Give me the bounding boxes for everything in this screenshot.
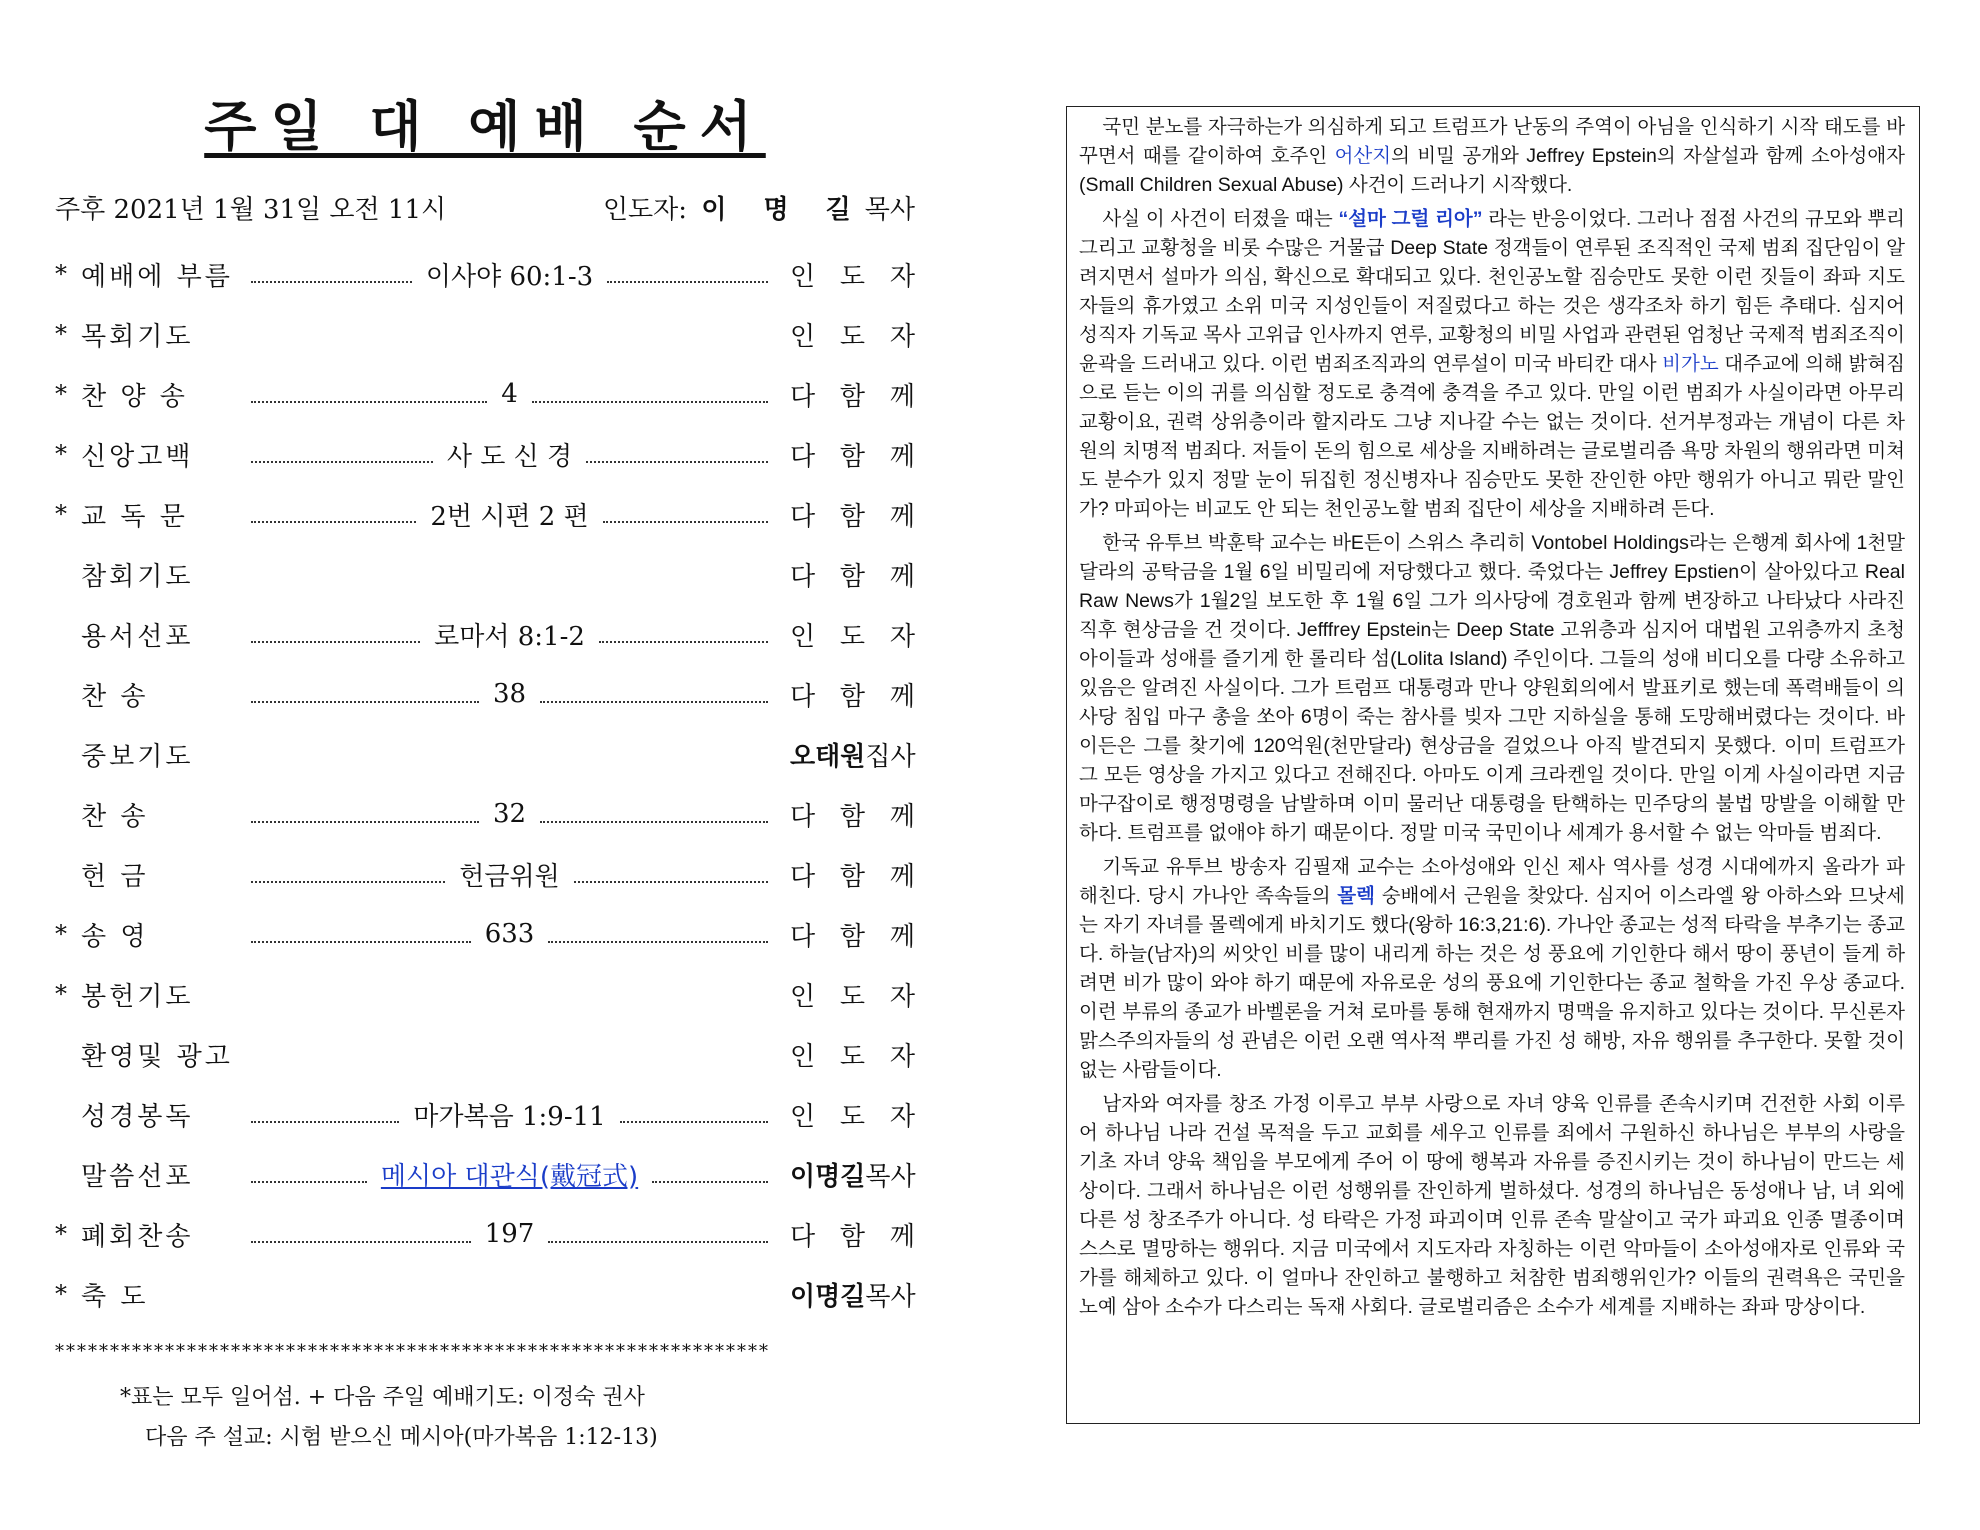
dot-leader [599,641,768,643]
standing-mark: * [55,1220,67,1248]
order-who: 다 함 께 [790,801,915,832]
order-row [55,1144,915,1204]
service-meta [55,190,915,230]
order-who: 다 함 께 [790,681,915,712]
order-leader-dots [231,1219,790,1249]
order-leader-dots [231,856,790,893]
order-content: 633 [484,919,535,949]
order-who: 인 도 자 [790,1101,915,1132]
service-date: 주후 2021년 1월 31일 오전 11시 [55,195,447,225]
leader-name: 이 명 길 [701,195,865,225]
dot-leader [532,401,768,403]
order-row [55,304,915,364]
order-label: 송 영 [81,921,149,952]
order-label: 말씀선포 [81,1161,194,1192]
standing-mark: * [55,320,67,348]
standing-mark: * [55,980,67,1008]
order-content: 4 [501,379,518,409]
order-who [790,1276,915,1313]
dot-leader [251,821,479,823]
dot-leader [586,461,768,463]
order-content: 헌금위원 [459,861,560,892]
order-who: 인 도 자 [790,1041,915,1072]
order-row [55,964,915,1024]
order-list [55,244,915,1324]
dot-leader [251,281,412,283]
dot-leader [540,701,768,703]
order-label: 봉헌기도 [81,981,194,1012]
dot-leader [251,1181,367,1183]
dot-leader [574,881,768,883]
order-label: 찬 송 [81,681,149,712]
order-leader-dots [231,799,790,829]
order-row [55,904,915,964]
order-row [55,1264,915,1324]
dot-leader [540,821,768,823]
note-standing: *표는 모두 일어섬. + 다음 주일 예배기도: 이정숙 권사 [120,1385,645,1410]
dot-leader [620,1121,768,1123]
order-leader-dots [231,1096,790,1133]
order-label: 찬 송 [81,801,149,832]
order-content: 32 [492,799,527,829]
dot-leader [607,281,768,283]
order-who: 인 도 자 [790,261,915,292]
standing-mark: * [55,920,67,948]
dot-leader [548,1241,768,1243]
order-label: 찬 양 송 [81,381,188,412]
highlight-text: 몰렉 [1337,885,1375,907]
order-content: 38 [492,679,527,709]
order-content: 로마서 8:1-2 [434,621,585,652]
dot-leader [251,1241,471,1243]
order-row [55,1024,915,1084]
article-paragraph: 국민 분노를 자극하는가 의심하게 되고 트럼프가 난동의 주역이 아님을 인식하기 시작 태도를 바꾸면서 때를 같이하여 호주인 어산지의 비밀 공개와 Jeffrey Epstein의 자살설과 함께 소아성애자(Small Children Sexual Abuse) 사건이 드러나기 시작했다. [1079,116,1905,196]
dot-leader [251,1121,399,1123]
order-label: 성경봉독 [81,1101,194,1132]
order-leader-dots [231,993,790,995]
note-next-sermon: 다음 주 설교: 시험 받으신 메시아(마가복음 1:12-13) [145,1425,658,1450]
leader-suffix: 목사 [864,195,915,225]
order-leader-dots [231,496,790,533]
order-leader-dots [231,1156,790,1193]
article-paragraph: 사실 이 사건이 터졌을 때는 “설마 그럴 리아” 라는 반응이었다. 그러나 점점 사건의 규모와 뿌리 그리고 교황청을 비롯 수많은 거물급 Deep State 정객들이 연루된 조직적인 국제 범죄 집단임이 알려지면서 설마가 의심, 확신으로 확대되고 있다. 천인공노할 짐승만도 못한 이런 짓들이 좌파 지도자들의 휴가였고 소위 미국 지성인들이 저질렀다고 하는 것은 생각조차 하기 힘든 추태다. 심지어 성직자 기독교 목사 고위급 인사까지 연루, 교황청의 비밀 사업과 관련된 엄청난 국제적 범죄조직이 윤곽을 드러내고 있다. 이런 범죄조직과의 연루설이 미국 바티칸 대사 비가노 대주교에 의해 밝혀짐으로 듣는 이의 귀를 의심할 정도로 충격에 충격을 주고 있다. 만일 이런 범죄가 사실이라면 아무리 교황이요, 권력 상위층이라 할지라도 그냥 지나갈 수는 없는 것이다. 선거부정과는 개념이 다른 차원의 치명적 범죄다. 저들이 돈의 힘으로 세상을 지배하려는 글로벌리즘 욕망 차원의 행위라면 미쳐도 분수가 있지 정말 눈이 뒤집힌 정신병자나 짐승만도 못한 잔인한 야만 행위가 아니고 뭐란 말인가? 마피아는 비교도 안 되는 천인공노할 범죄 집단이 세상을 지배하려 든다. [1079,208,1906,520]
order-leader-dots [231,436,790,473]
sermon-title-link[interactable]: 메시아 대관식(戴冠式) [380,1161,639,1192]
article-panel [1066,106,1920,1424]
standing-mark: * [55,500,67,528]
order-leader-dots [231,573,790,575]
order-row [55,544,915,604]
order-leader-dots [231,919,790,949]
order-row [55,1084,915,1144]
order-content: 사 도 신 경 [446,441,573,472]
who-name: 이명길 [790,1161,866,1192]
order-row [55,364,915,424]
article-paragraph: 남자와 여자를 창조 가정 이루고 부부 사랑으로 자녀 양육 인류를 존속시키며 건전한 사회 이루어 하나님 나라 건설 목적을 두고 교회를 세우고 인류를 죄에서 구원하신 하나님은 부부의 사랑을 기초 자녀 양육 책임을 부모에게 주어 이 땅에 행복과 자유를 증진시키는 것이 하나님이 만드는 세상이다. 그래서 하나님은 이런 성행위를 잔인하게 벌하셨다. 성경의 하나님은 동성애나 남, 녀 외에 다른 성 창조주가 아니다. 성 타락은 가정 파괴이며 인류 존속 말살이고 국가 파괴요 인종 멸종이며 스스로 멸망하는 행위다. 지금 미국에서 지도자라 자칭하는 이런 악마들이 소아성애자로 인류와 국가를 해체하고 있다. 이 얼마나 잔인하고 불행하고 처참한 범죄행위인가? 이들의 권력욕은 국민을 노예 삼아 소수가 다스리는 독재 사회다. 글로벌리즘은 소수가 세계를 지배하는 좌파 망상이다. [1079,1093,1905,1318]
dot-leader [251,881,445,883]
stars-divider: ***************************************************************** [55,1341,770,1362]
service-leader [603,190,915,230]
order-who: 다 함 께 [790,501,915,532]
who-title: 집사 [865,741,916,772]
order-row [55,244,915,304]
order-leader-dots [231,616,790,653]
order-row [55,844,915,904]
standing-mark: * [55,380,67,408]
order-label: 목회기도 [81,321,194,352]
order-who: 다 함 께 [790,441,915,472]
order-content: 이사야 60:1-3 [425,261,594,292]
highlight-text: 비가노 [1662,353,1719,375]
order-label: 폐회찬송 [81,1221,194,1252]
order-who: 다 함 께 [790,381,915,412]
order-leader-dots [231,379,790,409]
who-title: 목사 [865,1161,916,1192]
article-paragraph: 기독교 유투브 방송자 김필재 교수는 소아성애와 인신 제사 역사를 성경 시대에까지 올라가 파 해친다. 당시 가나안 족속들의 몰렉 숭배에서 근원을 찾았다. 심지어 이스라엘 왕 아하스와 므낫세는 자기 자녀를 몰렉에게 바치기도 했다(왕하 16:3,21:6). 가나안 종교는 성적 타락을 부추기는 종교다. 하늘(남자)의 씨앗인 비를 많이 내리게 하는 것은 성 풍요에 기인한다 해서 땅이 풍년이 들게 하려면 비가 많이 와야 하기 때문에 자유로운 성의 풍요에 기인한다는 종교 철학을 가진 우상 종교다. 이런 부류의 종교가 바벨론을 거쳐 로마를 통해 현재까지 명맥을 유지하고 있다는 것이다. 무신론자 맑스주의자들의 성 관념은 이런 오랜 역사적 뿌리를 가진 성 해방, 자유 행위를 추구한다. 못할 것이 없는 사람들이다. [1079,856,1905,1081]
order-leader-dots [231,333,790,335]
dot-leader [251,401,487,403]
order-row [55,604,915,664]
order-row [55,784,915,844]
order-row [55,664,915,724]
dot-leader [251,641,420,643]
dot-leader [251,461,433,463]
order-label: 중보기도 [81,741,194,772]
order-leader-dots [231,1053,790,1055]
order-who: 인 도 자 [790,621,915,652]
order-row [55,424,915,484]
page-title: 주일 대 예배 순서 [204,94,766,158]
dot-leader [652,1181,768,1183]
who-name: 이명길 [790,1281,866,1312]
order-who: 인 도 자 [790,321,915,352]
order-who: 인 도 자 [790,981,915,1012]
notes [55,1378,915,1458]
dot-leader [251,701,479,703]
order-label: 참회기도 [81,561,194,592]
order-content: 2번 시편 2 편 [430,501,589,532]
order-who: 다 함 께 [790,561,915,592]
order-leader-dots [231,1293,790,1295]
order-leader-dots [231,256,790,293]
who-title: 목사 [865,1281,916,1312]
article-paragraph: 한국 유투브 박훈탁 교수는 바E든이 스위스 추리히 Vontobel Holdings라는 은행계 회사에 1천말 달라의 공탁금을 1월 6일 비밀리에 저당했다고 했다. 죽었다는 Jeffrey Epstien이 살아있다고 Real Raw News가 1월2일 보도한 후 1월 6일 그가 의사당에 경호원과 함께 변장하고 나타났다 사라진 직후 현상금을 건 것이다. Jefffrey Epstein는 Deep State 고위층과 심지어 대법원 고위층까지 초청 아이들과 성애를 즐기게 한 롤리타 섬(Lolita Island) 주인이다. 그들의 성애 비디오를 다량 소유하고 있음은 알려진 사실이다. 그가 트럼프 대통령과 만나 양원회의에서 발표키로 했는데 폭력배들이 의사당 침입 마구 총을 쏘아 6명이 죽는 참사를 빚자 그만 지하실을 통해 도망해버렸다는 것이다. 바이든은 그를 찾기에 120억원(천만달라) 현상금을 걸었으나 아직 발견되지 못했다. 이미 트럼프가 그 모든 영상을 가지고 있다고 전해진다. 아마도 이게 크라켄일 것이다. 만일 이게 사실이라면 지금 마구잡이로 행정명령을 남발하며 이미 물러난 대통령을 탄핵하는 민주당의 불법 망발을 이해할 만하다. 트럼프를 없애야 하기 때문이다. 정말 미국 국민이나 세계가 용서할 수 없는 악마들 범죄다. [1079,532,1905,844]
order-label: 헌 금 [81,861,149,892]
worship-order-panel [55,90,915,1458]
order-row [55,484,915,544]
order-who: 다 함 께 [790,1221,915,1252]
order-who: 다 함 께 [790,861,915,892]
dot-leader [251,941,471,943]
order-who [790,736,915,773]
order-leader-dots [231,679,790,709]
order-leader-dots [231,753,790,755]
order-content: 마가복음 1:9-11 [413,1101,606,1132]
order-label: 용서선포 [81,621,194,652]
who-name: 오태원 [790,741,866,772]
order-label: 신앙고백 [81,441,194,472]
standing-mark: * [55,1280,67,1308]
highlight-text: 어산지 [1334,145,1392,167]
order-label: 축 도 [81,1281,149,1312]
dot-leader [603,521,768,523]
standing-mark: * [55,260,67,288]
standing-mark: * [55,440,67,468]
order-label: 예배에 부름 [81,261,233,292]
dot-leader [251,521,416,523]
order-who: 다 함 께 [790,921,915,952]
order-row [55,1204,915,1264]
order-who [790,1156,915,1193]
dot-leader [548,941,768,943]
order-label: 환영및 광고 [81,1041,233,1072]
leader-label: 인도자: [602,195,688,225]
order-label: 교 독 문 [81,501,188,532]
highlight-text: “설마 그럴 리아” [1338,208,1483,230]
order-content: 197 [484,1219,535,1249]
order-row [55,724,915,784]
